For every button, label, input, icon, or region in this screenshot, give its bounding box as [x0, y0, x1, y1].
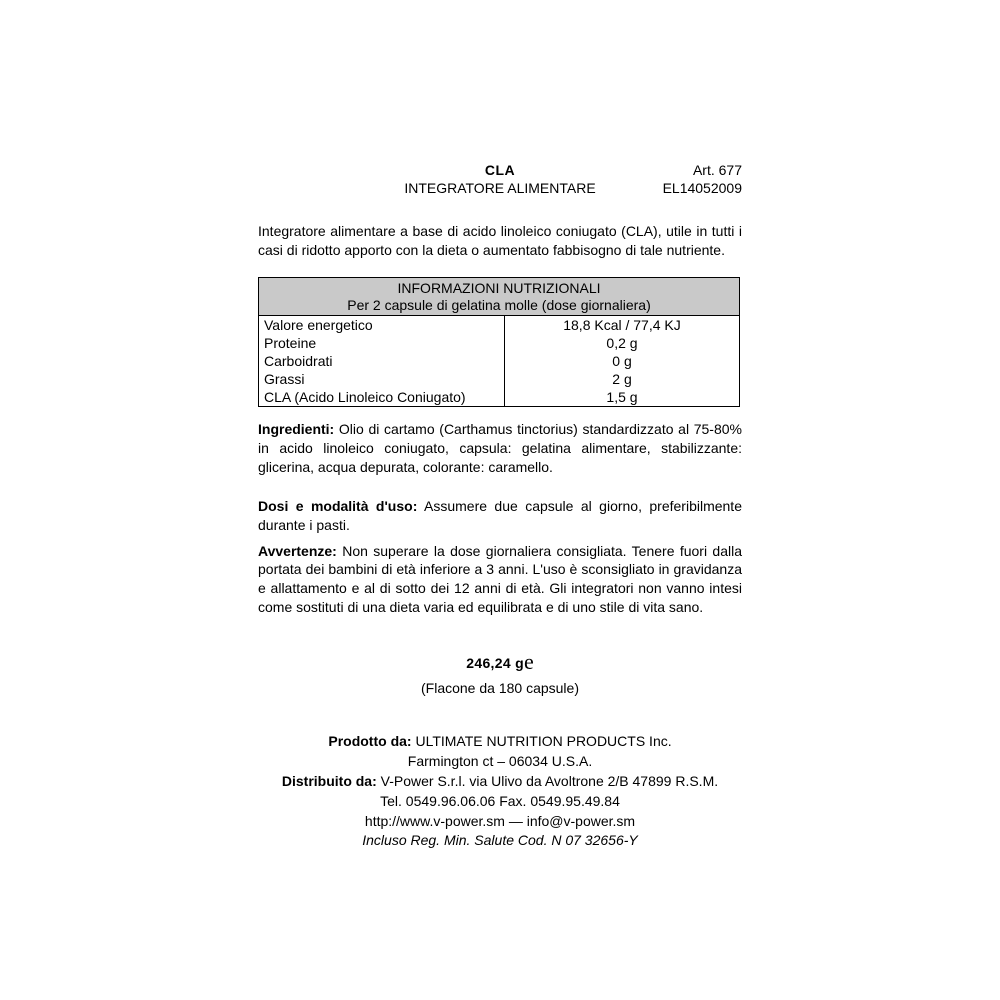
nutrient-name: Grassi [259, 370, 505, 388]
nutrient-name: CLA (Acido Linoleico Coniugato) [259, 388, 505, 407]
warnings-label: Avvertenze: [258, 542, 337, 559]
ingredients-text: Olio di cartamo (Carthamus tinctorius) standardizzato al 75-80% in acido linoleico coniugato, capsula: gelatina alimentare, stabilizzante: glicerina, acqua depurata, colorante: caramello. [258, 421, 742, 475]
quantity-line [258, 649, 742, 675]
product-subtitle: INTEGRATORE ALIMENTARE [404, 179, 596, 196]
nutrient-name: Proteine [259, 334, 505, 352]
nutrition-subtitle: Per 2 capsule di gelatina molle (dose giornaliera) [347, 296, 651, 313]
nutrient-value: 18,8 Kcal / 77,4 KJ [563, 317, 681, 334]
distributor-line [258, 772, 742, 792]
lot-code: EL14052009 [662, 179, 742, 196]
dosage-text: Assumere due capsule al giorno, preferibilmente durante i pasti. [258, 497, 742, 533]
label-header [258, 162, 742, 208]
package-contents: (Flacone da 180 capsule) [421, 680, 579, 697]
nutrition-title: INFORMAZIONI NUTRIZIONALI [397, 279, 601, 296]
manufacturer-label: Prodotto da: [328, 733, 412, 750]
nutrient-name: Valore energetico [259, 316, 505, 335]
manufacturer-address: Farmington ct – 06034 U.S.A. [407, 752, 593, 769]
nutrition-table [258, 277, 740, 407]
net-weight: 246,24 g [466, 655, 524, 672]
footer-block [258, 732, 742, 851]
table-row [259, 316, 740, 335]
distributor-label: Distribuito da: [281, 772, 377, 789]
nutrient-value: 0,2 g [606, 335, 638, 352]
contact-line: Tel. 0549.96.06.06 Fax. 0549.95.49.84 [380, 792, 620, 809]
registration-line: Incluso Reg. Min. Salute Cod. N 07 32656-Y [362, 832, 638, 849]
warnings-block [258, 542, 742, 618]
table-row [259, 352, 740, 370]
table-row [259, 334, 740, 352]
nutrient-value: 0 g [612, 353, 632, 370]
ingredients-block [258, 420, 742, 477]
nutrient-value: 2 g [612, 371, 632, 388]
article-code: Art. 677 [692, 162, 742, 178]
manufacturer-name: ULTIMATE NUTRITION PRODUCTS Inc. [411, 733, 672, 750]
table-row [259, 370, 740, 388]
nutrient-name: Carboidrati [259, 352, 505, 370]
dosage-label: Dosi e modalità d'uso: [258, 497, 418, 514]
manufacturer-line [258, 732, 742, 752]
product-name: CLA [484, 162, 516, 178]
estimated-sign-icon: e [523, 649, 534, 675]
web-line: http://www.v-power.sm — info@v-power.sm [364, 812, 636, 829]
nutrition-header-row [259, 277, 740, 315]
label-content [258, 162, 742, 851]
warnings-text: Non superare la dose giornaliera consigliata. Tenere fuori dalla portata dei bambini di età inferiore a 3 anni. L'uso è sconsigliato in gravidanza e allattamento e al di sotto dei 12 anni di età. Gli integratori non vanno intesi come sostituti di una dieta varia ed equilibrata e di uno stile di vita sano. [258, 542, 742, 616]
ingredients-label: Ingredienti: [258, 421, 335, 438]
header-codes [663, 162, 742, 197]
nutrition-header-cell [259, 277, 740, 315]
dosage-block [258, 497, 742, 535]
table-row [259, 388, 740, 407]
nutrient-value: 1,5 g [606, 389, 638, 406]
quantity-block [258, 649, 742, 696]
distributor-name: V-Power S.r.l. via Ulivo da Avoltrone 2/B 47899 R.S.M. [376, 772, 719, 789]
intro-paragraph: Integratore alimentare a base di acido linoleico coniugato (CLA), utile in tutti i casi di ridotto apporto con la dieta o aumentato fabbisogno di tale nutriente. [258, 223, 742, 258]
